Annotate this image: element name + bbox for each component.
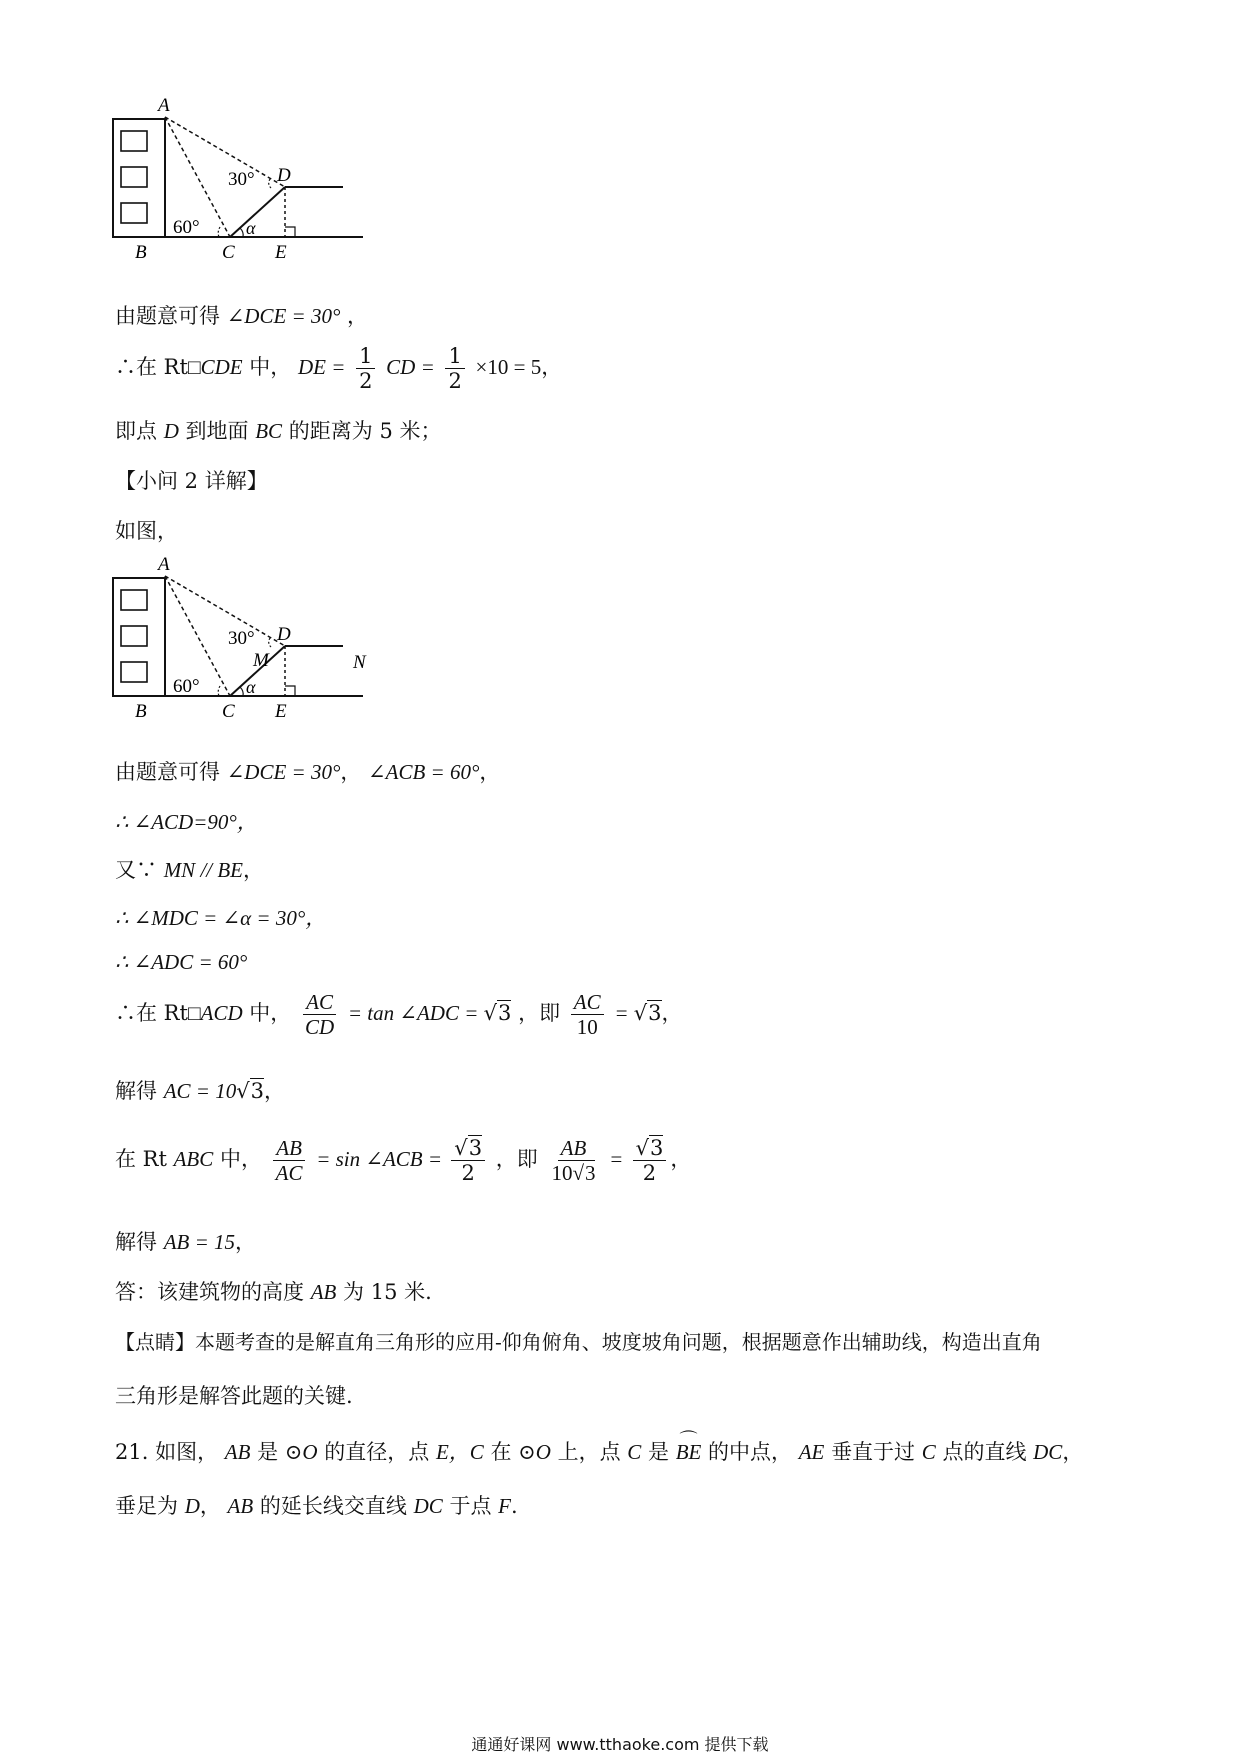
- q21-line-2: [115, 1490, 518, 1520]
- text: 由题意可得: [115, 304, 220, 328]
- text: ，: [670, 1147, 692, 1172]
- label-angle-60: 60°: [173, 676, 200, 697]
- text: ，: [1062, 1440, 1084, 1464]
- part2-line-9: [115, 1226, 256, 1256]
- math: DC: [1033, 1440, 1063, 1464]
- part2-line-8: [115, 1136, 691, 1185]
- footer: [0, 1732, 1240, 1755]
- text: ，: [243, 858, 265, 882]
- label-angle-30: 30°: [228, 169, 255, 190]
- math: □ACD: [187, 1001, 243, 1026]
- text: 到地面: [185, 419, 249, 443]
- figure-2: [105, 550, 395, 740]
- math: D: [163, 419, 179, 443]
- fraction: [445, 344, 464, 393]
- fraction: [633, 1136, 667, 1185]
- numerator: 1: [356, 344, 375, 369]
- denominator: 10: [576, 1015, 598, 1040]
- radicand: 3: [649, 1136, 664, 1160]
- math: CD =: [386, 355, 435, 380]
- math: = sin ∠ACB =: [316, 1147, 448, 1172]
- radicand: 3: [498, 1001, 512, 1026]
- math: ∴ ∠ACD=90°，: [115, 810, 258, 834]
- part2-line-1: [115, 756, 500, 786]
- math: DE =: [298, 355, 346, 380]
- denominator: AC: [275, 1161, 303, 1186]
- part1-line-1: [115, 300, 368, 330]
- math: MN // BE: [163, 858, 244, 882]
- label-C: C: [222, 701, 235, 722]
- math: AC = 10: [163, 1079, 237, 1103]
- text: 由题意可得: [115, 760, 220, 784]
- text: ，: [661, 1001, 683, 1026]
- denominator: 2: [359, 369, 373, 394]
- numerator: 1: [445, 344, 464, 369]
- text: ，: [340, 760, 362, 784]
- math: =: [609, 1147, 629, 1172]
- math: C: [921, 1440, 936, 1464]
- text: 于点: [449, 1494, 492, 1518]
- part2-heading: [115, 465, 268, 495]
- denominator: 10: [551, 1161, 573, 1186]
- math: ⊙O: [518, 1440, 551, 1464]
- sqrt: √3: [572, 1161, 596, 1186]
- math: E，C: [435, 1440, 484, 1464]
- fraction: [451, 1136, 485, 1185]
- math: AB: [310, 1280, 337, 1304]
- math: AB: [227, 1494, 254, 1518]
- part1-line-3: [115, 415, 441, 445]
- math: ⊙O: [284, 1440, 318, 1464]
- denominator: CD: [305, 1015, 335, 1040]
- text: 在: [490, 1440, 512, 1464]
- numerator: AC: [571, 990, 604, 1015]
- text: ，: [479, 760, 501, 784]
- comment-line-1: [115, 1326, 1042, 1355]
- text: .: [510, 1494, 518, 1518]
- text: ，: [541, 355, 563, 380]
- heading: 【小问 2 详解】: [115, 469, 268, 493]
- label-angle-60: 60°: [173, 217, 200, 238]
- part2-line-7: [115, 1075, 285, 1105]
- part2-line-2: [115, 806, 258, 836]
- part2-answer: [115, 1276, 432, 1306]
- text: 是: [257, 1440, 279, 1464]
- math: D: [184, 1494, 200, 1518]
- label-angle-30: 30°: [228, 628, 255, 649]
- math: AB: [224, 1440, 251, 1464]
- text: 答：该建筑物的高度: [115, 1280, 304, 1304]
- text: 的中点，: [708, 1440, 793, 1464]
- text: ，即: [518, 1001, 561, 1026]
- math: C: [627, 1440, 642, 1464]
- label-E: E: [275, 701, 287, 722]
- text: 上，点: [557, 1440, 621, 1464]
- q21-line-1: [115, 1436, 1083, 1466]
- text: ，: [347, 304, 369, 328]
- math: ∠DCE = 30°: [226, 760, 341, 784]
- text: 垂足为: [115, 1494, 178, 1518]
- comment-line-2: [115, 1380, 353, 1410]
- math: ∠ACB = 60°: [368, 760, 480, 784]
- arc-label: ⌒ BE: [676, 1440, 702, 1465]
- radicand: 3: [648, 1001, 662, 1026]
- text: 在 Rt: [115, 1147, 174, 1172]
- text: ，: [199, 1494, 221, 1518]
- label-E: E: [275, 242, 287, 263]
- sqrt: √3: [454, 1136, 483, 1160]
- text: ，即: [495, 1147, 538, 1172]
- math: BC: [255, 419, 283, 443]
- part2-line-4: [115, 902, 326, 932]
- text: 的直径，点: [324, 1440, 430, 1464]
- numerator: AB: [558, 1136, 590, 1161]
- text: 的延长线交直线: [259, 1494, 407, 1518]
- label-A: A: [158, 95, 170, 116]
- text: 为 15 米.: [343, 1280, 432, 1304]
- text: 又∵: [115, 858, 157, 882]
- fraction: [356, 344, 375, 393]
- text: 的距离为 5 米；: [288, 419, 442, 443]
- label-B: B: [135, 242, 147, 263]
- comment-text: 【点睛】本题考查的是解直角三角形的应用-仰角俯角、坡度坡角问题，根据题意作出辅助线，构造出直角: [115, 1330, 1042, 1354]
- part2-intro: [115, 515, 178, 545]
- text: 垂直于过: [831, 1440, 916, 1464]
- math: = tan ∠ADC =: [347, 1001, 484, 1026]
- comment-text: 三角形是解答此题的关键.: [115, 1384, 353, 1408]
- label-D: D: [277, 165, 291, 186]
- math: ∠DCE = 30°: [226, 304, 341, 328]
- part1-line-2: [115, 344, 562, 393]
- fraction: [302, 990, 337, 1039]
- sqrt: √3: [635, 1136, 664, 1160]
- math: ×10 = 5: [475, 355, 542, 380]
- text: ，: [263, 1079, 285, 1103]
- math: ∴ ∠MDC = ∠α = 30°，: [115, 906, 327, 930]
- fraction: [548, 1136, 598, 1185]
- figure-1: [105, 95, 375, 285]
- part2-line-3: [115, 854, 264, 884]
- text: ∴在 Rt: [115, 355, 188, 380]
- text: 如图，: [115, 519, 178, 543]
- numerator: AB: [273, 1136, 305, 1161]
- sqrt: √3: [633, 1001, 662, 1026]
- radicand: 3: [584, 1161, 596, 1186]
- label-N: N: [353, 652, 366, 673]
- text: 中，: [213, 1147, 262, 1172]
- text: 中，: [242, 355, 292, 380]
- math: DC: [413, 1494, 443, 1518]
- part2-line-6: [115, 990, 683, 1039]
- math: ABC: [173, 1147, 214, 1172]
- text: 是: [648, 1440, 669, 1464]
- text: 点的直线: [942, 1440, 1027, 1464]
- math: ∴ ∠ADC = 60°: [115, 950, 248, 974]
- sqrt: √3: [483, 1001, 512, 1026]
- radicand: 3: [250, 1079, 264, 1103]
- math: AB = 15: [163, 1230, 236, 1254]
- label-M: M: [253, 650, 269, 671]
- label-B: B: [135, 701, 147, 722]
- text: 解得: [115, 1079, 157, 1103]
- footer-text: 通通好课网 www.tthaoke.com 提供下载: [471, 1735, 769, 1754]
- numerator: AC: [303, 990, 336, 1015]
- text: ，: [235, 1230, 257, 1254]
- label-alpha: α: [246, 677, 256, 697]
- denominator: 2: [642, 1161, 657, 1186]
- text: 中，: [242, 1001, 292, 1026]
- label-C: C: [222, 242, 235, 263]
- denominator: 2: [448, 369, 462, 394]
- text: 解得: [115, 1230, 157, 1254]
- text: ∴在 Rt: [115, 1001, 188, 1026]
- text: 即点: [115, 419, 157, 443]
- fraction: [571, 990, 604, 1039]
- math: =: [614, 1001, 634, 1026]
- label-alpha: α: [246, 218, 256, 238]
- label-A: A: [158, 554, 170, 575]
- math: AE: [798, 1440, 825, 1464]
- part2-line-5: [115, 950, 247, 975]
- label-D: D: [277, 624, 291, 645]
- sqrt: √3: [236, 1079, 264, 1103]
- fraction: [273, 1136, 306, 1185]
- math: F: [498, 1494, 511, 1518]
- radicand: 3: [468, 1136, 483, 1160]
- math: □CDE: [187, 355, 243, 380]
- denominator: 2: [461, 1161, 475, 1186]
- text: 21. 如图，: [115, 1440, 219, 1464]
